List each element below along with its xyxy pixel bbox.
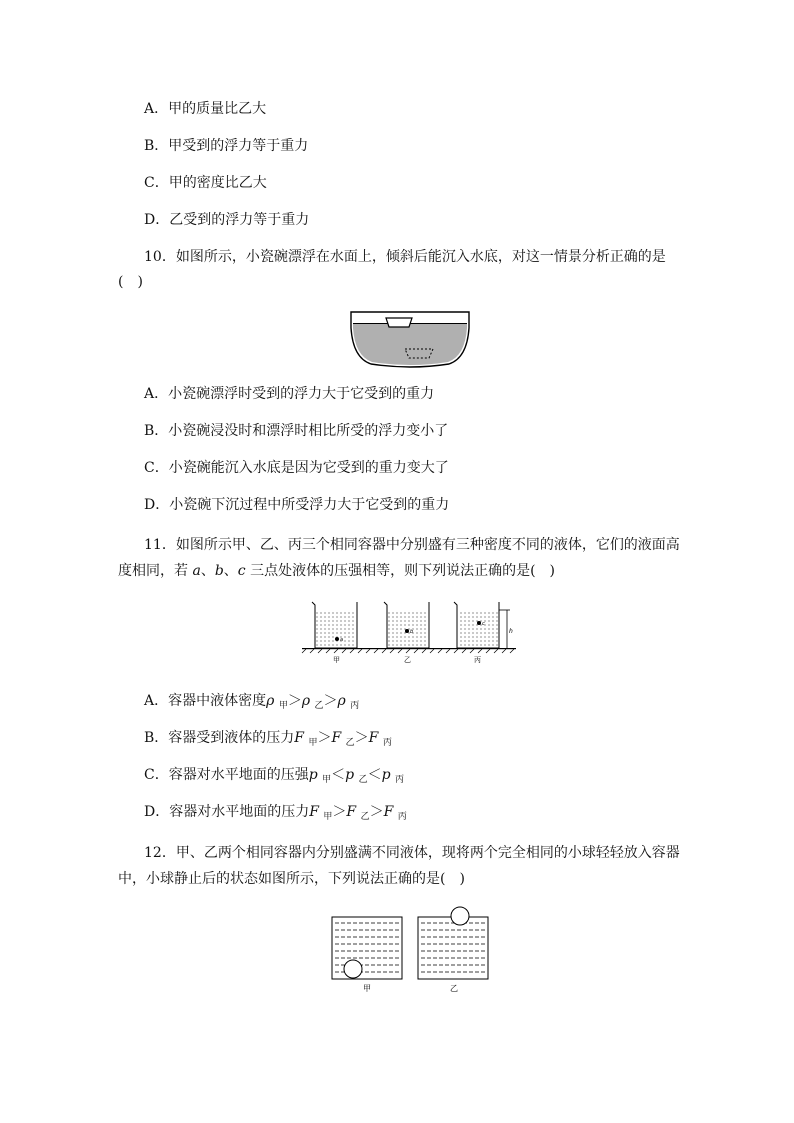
container-jia	[332, 917, 402, 979]
q10-option-b: B．小瓷碗浸没时和漂浮时相比所受的浮力变小了	[144, 423, 449, 439]
point-a-label: a	[340, 637, 344, 643]
container-yi	[418, 907, 488, 979]
q11-stem: 11．如图所示甲、乙、丙三个相同容器中分别盛有三种密度不同的液体，它们的液面高度相同，若 a、b、c 三点处液体的压强相等，则下列说法正确的是( )	[118, 537, 680, 579]
floating-small-bowl	[386, 318, 412, 327]
q10-option-d: D．小瓷碗下沉过程中所受浮力大于它受到的重力	[144, 497, 450, 513]
q11-option-c: C．容器对水平地面的压强p $_甲$＜p $_乙$＜p $_丙$	[144, 767, 405, 785]
label-yi: 乙	[450, 984, 458, 993]
label-yi: 乙	[404, 656, 411, 664]
container-jia	[312, 602, 357, 648]
label-jia: 甲	[333, 656, 340, 664]
bowl-water	[353, 324, 467, 365]
q10-blank: ( )	[118, 274, 143, 290]
q9-option-b: B．甲受到的浮力等于重力	[144, 138, 309, 154]
ball-jia	[344, 960, 362, 978]
height-label: h	[509, 628, 513, 635]
ball-yi	[451, 907, 469, 925]
q10-option-a: A．小瓷碗漂浮时受到的浮力大于它受到的重力	[144, 386, 435, 402]
q11-option-b: B．容器受到液体的压力F $_甲$＞F $_乙$＞F $_丙$	[144, 730, 392, 748]
q11-option-d: D．容器对水平地面的压力F $_甲$＞F $_乙$＞F $_丙$	[144, 804, 407, 822]
q9-option-d: D．乙受到的浮力等于重力	[144, 212, 310, 228]
q12-containers-figure	[330, 905, 494, 995]
q10-bowl-figure	[348, 310, 472, 368]
container-bing	[454, 602, 499, 648]
ground-hatch	[302, 649, 514, 653]
q10-option-c: C．小瓷碗能沉入水底是因为它受到的重力变大了	[144, 460, 449, 476]
q11-containers-figure	[300, 596, 518, 668]
label-jia: 甲	[363, 984, 371, 993]
container-yi	[384, 602, 429, 648]
q12-stem: 12．甲、乙两个相同容器内分别盛满不同液体，现将两个完全相同的小球轻轻放入容器中，小球静止后的状态如图所示，下列说法正确的是( )	[118, 845, 680, 887]
q9-option-a: A．甲的质量比乙大	[144, 101, 267, 117]
point-c	[477, 621, 481, 625]
q11-option-a: A．容器中液体密度ρ $_甲$＞ρ $_乙$＞ρ $_丙$	[144, 693, 360, 711]
point-c-label: c	[482, 621, 485, 627]
point-b-label: b	[410, 629, 414, 635]
label-bing: 丙	[474, 656, 481, 664]
q9-option-c: C．甲的密度比乙大	[144, 175, 267, 191]
point-b	[405, 629, 409, 633]
q10-stem: 10．如图所示，小瓷碗漂浮在水面上，倾斜后能沉入水底，对这一情景分析正确的是	[144, 249, 666, 265]
point-a	[335, 637, 339, 641]
